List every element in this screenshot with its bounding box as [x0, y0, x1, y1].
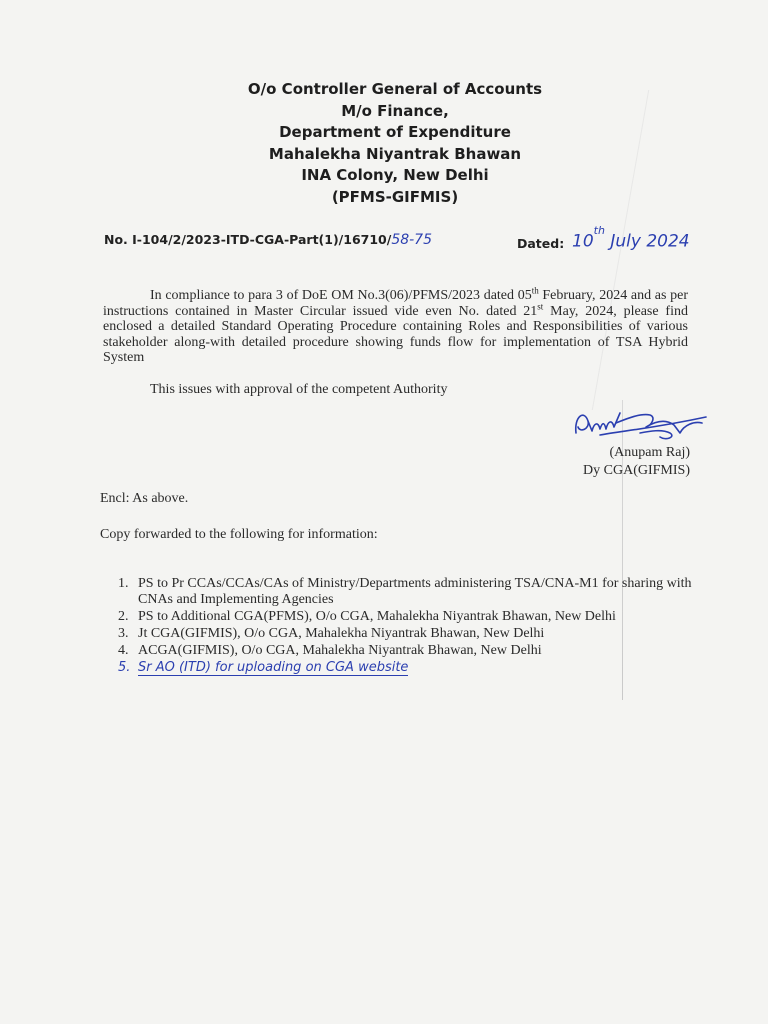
body-text-3: May, 2024, please find enclosed a detailed Standard Operating Procedure containing Roles and Responsibilities of various stakeholder along-with detailed procedure showing funds flow for implementation of TSA Hybrid System	[103, 303, 688, 365]
body-paragraph	[103, 285, 689, 366]
date-suffix: th	[593, 224, 605, 237]
body-text-1: In compliance to para 3 of DoE OM No.3(06)/PFMS/2023 dated 05	[150, 288, 532, 303]
date-month-year: July 2024	[610, 231, 690, 252]
list-item	[118, 643, 698, 659]
header-line-2: M/o Finance,	[341, 101, 449, 120]
list-item	[118, 576, 698, 607]
handwritten-list-item	[118, 660, 698, 676]
list-item-number: 5.	[118, 660, 131, 675]
body-sup-1: th	[531, 285, 539, 296]
list-item-text: PS to Additional CGA(PFMS), O/o CGA, Mahalekha Niyantrak Bhawan, New Delhi	[138, 608, 616, 624]
list-item-text: PS to Pr CCAs/CCAs/CAs of Ministry/Departments administering TSA/CNA-M1 for sharing with CNAs and Implementing Agencies	[138, 576, 692, 607]
enclosure-note: Encl: As above.	[100, 491, 189, 506]
body-text-2: February, 2024 and as per instructions contained in Master Circular issued vide even No. dated 21	[103, 288, 689, 319]
copy-forwarded-heading: Copy forwarded to the following for information:	[100, 527, 378, 542]
list-item-number: 3.	[118, 625, 129, 641]
signatory-designation: Dy CGA(GIFMIS)	[583, 463, 690, 478]
distribution-list	[118, 576, 698, 677]
signatory-block	[565, 444, 690, 480]
handwritten-date	[572, 224, 690, 252]
signatory-name: (Anupam Raj)	[609, 445, 690, 460]
office-header	[195, 79, 595, 208]
reference-number	[104, 232, 432, 248]
date-day: 10	[572, 231, 594, 252]
reference-line	[104, 224, 704, 252]
reference-number-printed: No. I-104/2/2023-ITD-CGA-Part(1)/16710/	[104, 232, 392, 247]
list-item-number: 4.	[118, 642, 129, 658]
header-line-4: Mahalekha Niyantrak Bhawan	[268, 144, 522, 163]
list-item-number: 2.	[118, 608, 129, 624]
dated-label: Dated:	[517, 236, 565, 251]
list-item-text: Sr AO (ITD) for uploading on CGA website	[138, 660, 409, 675]
body-sup-2: st	[537, 300, 544, 311]
header-line-1: O/o Controller General of Accounts	[247, 80, 543, 98]
list-item	[118, 626, 698, 642]
signature-image	[570, 403, 710, 447]
approval-statement: This issues with approval of the competent Authority	[150, 382, 448, 397]
header-line-5: INA Colony, New Delhi	[301, 166, 489, 184]
list-item	[118, 609, 698, 625]
header-line-6: (PFMS-GIFMIS)	[331, 187, 459, 206]
list-item-text: Jt CGA(GIFMIS), O/o CGA, Mahalekha Niyantrak Bhawan, New Delhi	[138, 625, 545, 641]
list-item-number: 1.	[118, 576, 129, 591]
reference-number-handwritten: 58-75	[391, 232, 432, 248]
list-item-text: ACGA(GIFMIS), O/o CGA, Mahalekha Niyantrak Bhawan, New Delhi	[138, 642, 542, 658]
header-line-3: Department of Expenditure	[279, 123, 511, 141]
